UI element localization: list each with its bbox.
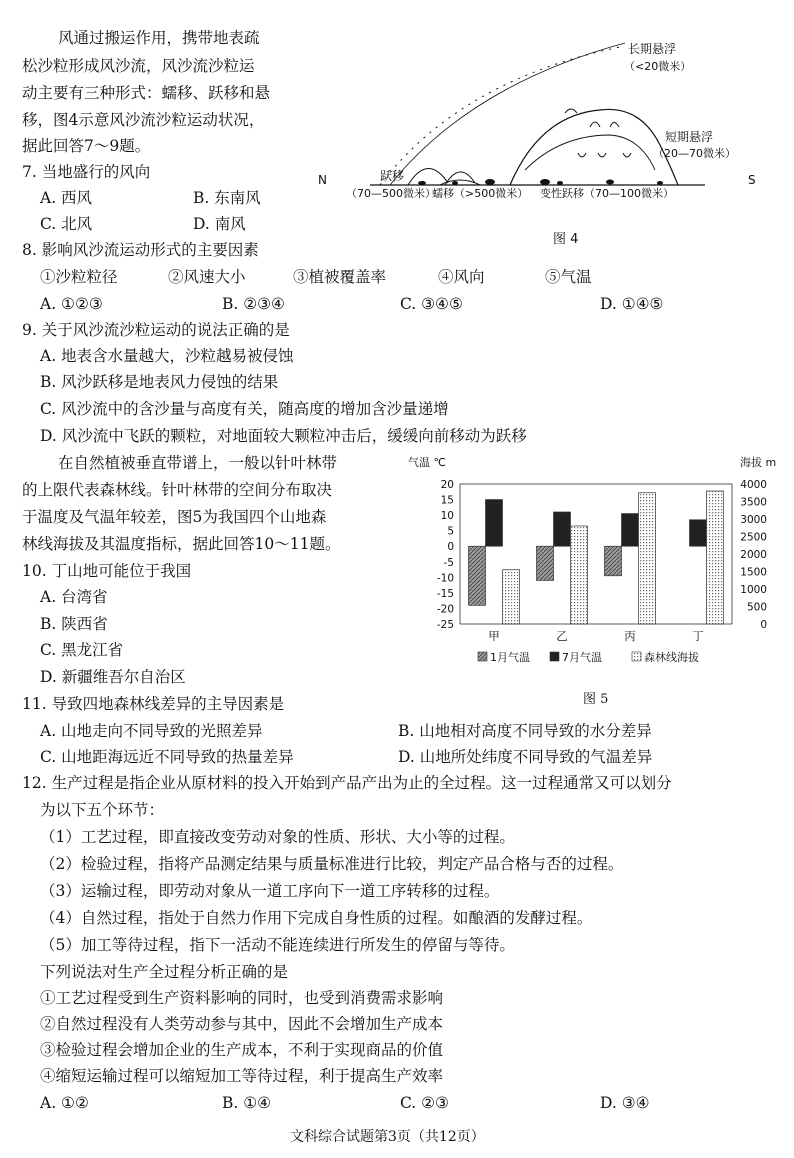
short-suspension-size: （20—70微米） — [653, 147, 736, 160]
q7-stem: 7. 当地盛行的风向 — [22, 163, 151, 181]
q10-option-d: D. 新疆维吾尔自治区 — [40, 668, 186, 686]
q10-option-a: A. 台湾省 — [40, 588, 108, 606]
intro1-line-3: 动主要有三种形式：蠕移、跃移和悬 — [22, 84, 271, 102]
bar-1-2 — [537, 546, 554, 580]
q9-option-b: B. 风沙跃移是地表风力侵蚀的结果 — [40, 373, 279, 391]
bar-3-2 — [571, 526, 588, 624]
q10-option-b: B. 陕西省 — [40, 615, 108, 633]
right-tick-label: 2500 — [740, 531, 767, 544]
q11-option-d: D. 山地所处纬度不同导致的气温差异 — [398, 748, 653, 766]
category-label: 丙 — [624, 629, 636, 643]
modified-saltation-label: 变性跃移（70—100微米） — [540, 187, 674, 200]
q12-statement-2: ②自然过程没有人类劳动参与其中，因此不会增加生产成本 — [40, 1015, 444, 1033]
right-tick-label: 3000 — [740, 514, 767, 526]
intro2-line-1: 在自然植被垂直带谱上，一般以针叶林带 — [58, 454, 338, 472]
right-tick-label: 1500 — [740, 566, 767, 579]
q8-item-1: ①沙粒粒径 — [40, 268, 118, 286]
figure-4-caption: 图 4 — [553, 232, 579, 247]
q7-option-a: A. 西风 — [40, 189, 93, 207]
figure-5-chart — [400, 452, 785, 702]
bar-1-3 — [605, 546, 622, 576]
left-tick-label: 15 — [440, 494, 454, 507]
bar-1-1 — [469, 546, 486, 605]
q8-option-c: C. ③④⑤ — [400, 295, 463, 313]
q8-stem: 8. 影响风沙流运动形式的主要因素 — [22, 241, 259, 259]
q12-statement-3: ③检验过程会增加企业的生产成本，不利于实现商品的价值 — [40, 1041, 444, 1059]
saltation-size: （70—500微米） — [346, 187, 436, 200]
q12-step-1: （1）工艺过程，即直接改变劳动对象的性质、形状、大小等的过程。 — [40, 828, 515, 846]
q12-statement-1: ①工艺过程受到生产资料影响的同时，也受到消费需求影响 — [40, 989, 444, 1007]
left-tick-label: 10 — [440, 510, 454, 523]
page-footer: 文科综合试题第3页（共12页） — [290, 1129, 485, 1145]
saltation-arcs — [408, 168, 475, 185]
q9-option-a: A. 地表含水量越大，沙粒越易被侵蚀 — [40, 347, 294, 365]
left-tick-label: -20 — [436, 603, 454, 616]
q9-option-d: D. 风沙流中飞跃的颗粒，对地面较大颗粒冲击后，缓缓向前移动为跃移 — [40, 427, 527, 445]
left-tick-label: 0 — [447, 541, 454, 554]
bar-2-1 — [486, 500, 503, 547]
intro1-line-2: 松沙粒形成风沙流，风沙流沙粒运 — [22, 57, 255, 75]
q12-statement-4: ④缩短运输过程可以缩短加工等待过程，利于提高生产效率 — [40, 1067, 444, 1085]
intro1-line-1: 风通过搬运作用，携带地表疏 — [58, 29, 260, 47]
q7-option-c: C. 北风 — [40, 215, 93, 233]
q12-option-b: B. ①④ — [222, 1094, 272, 1112]
left-tick-label: 5 — [447, 525, 454, 538]
q8-item-3: ③植被覆盖率 — [293, 268, 387, 286]
left-tick-label: -5 — [443, 556, 454, 569]
q9-stem: 9. 关于风沙流沙粒运动的说法正确的是 — [22, 321, 290, 339]
bar-2-2 — [554, 512, 571, 546]
q12-option-d: D. ③④ — [600, 1094, 650, 1112]
bar-3-3 — [639, 493, 656, 624]
right-tick-label: 500 — [746, 601, 767, 614]
left-tick-label: -25 — [436, 619, 454, 631]
intro1-line-4: 移，图4示意风沙流沙粒运动状况， — [22, 111, 265, 129]
q12-step-3: （3）运输过程，即劳动对象从一道工序向下一道工序转移的过程。 — [40, 882, 500, 900]
legend-label-2: 7月气温 — [562, 651, 602, 664]
q10-stem: 10. 丁山地可能位于我国 — [22, 562, 192, 580]
left-axis-label: 气温 ℃ — [408, 456, 446, 469]
q9-option-c: C. 风沙流中的含沙量与高度有关，随高度的增加含沙量递增 — [40, 400, 449, 418]
q7-option-d: D. 南风 — [193, 215, 246, 233]
creep-label: 蠕移（>500微米） — [432, 187, 529, 200]
q11-option-b: B. 山地相对高度不同导致的水分差异 — [398, 722, 652, 740]
long-suspension-arc — [380, 47, 620, 185]
q12-step-5: （5）加工等待过程，指下一活动不能连续进行所发生的停留与等待。 — [40, 936, 515, 954]
q12-stem-line-2: 为以下五个环节： — [40, 801, 165, 819]
legend-swatch-3 — [632, 652, 641, 661]
long-suspension-size: （<20微米） — [624, 60, 692, 73]
legend — [478, 650, 699, 664]
q10-option-c: C. 黑龙江省 — [40, 641, 124, 659]
q11-stem: 11. 导致四地森林线差异的主导因素是 — [22, 695, 285, 713]
legend-label-3: 森林线海拔 — [644, 651, 699, 664]
left-tick-label: 20 — [440, 479, 454, 491]
q12-option-a: A. ①② — [40, 1094, 89, 1112]
bar-2-3 — [622, 514, 639, 547]
figure-5-caption: 图 5 — [583, 692, 609, 707]
right-axis-label: 海拔 m — [740, 456, 777, 469]
q12-step-2: （2）检验过程，指将产品测定结果与质量标准进行比较，判定产品合格与否的过程。 — [40, 855, 624, 873]
q12-ask: 下列说法对生产全过程分析正确的是 — [40, 963, 289, 981]
q12-stem-line-1: 12. 生产过程是指企业从原材料的投入开始到产品产出为止的全过程。这一过程通常又可以划分 — [22, 774, 672, 792]
q11-option-a: A. 山地走向不同导致的光照差异 — [40, 722, 263, 740]
figure-4-diagram — [310, 35, 770, 247]
category-label: 甲 — [488, 629, 500, 643]
q8-option-a: A. ①②③ — [40, 295, 103, 313]
legend-swatch-2 — [550, 652, 559, 661]
saltation-label: 跃移 — [380, 169, 405, 183]
left-tick-label: -10 — [436, 572, 454, 585]
bar-2-4 — [690, 520, 707, 546]
left-tick-label: -15 — [436, 587, 454, 600]
q11-option-c: C. 山地距海远近不同导致的热量差异 — [40, 748, 294, 766]
intro2-line-2: 的上限代表森林线。针叶林带的空间分布取决 — [22, 481, 333, 499]
right-tick-label: 0 — [760, 619, 767, 631]
north-label: N — [318, 173, 327, 187]
q12-step-4: （4）自然过程，指处于自然力作用下完成自身性质的过程。如酿酒的发酵过程。 — [40, 909, 593, 927]
category-label: 丁 — [692, 629, 704, 643]
legend-swatch-1 — [478, 652, 487, 661]
intro2-line-4: 林线海拔及其温度指标，据此回答10～11题。 — [22, 535, 341, 553]
q8-item-4: ④风向 — [438, 268, 485, 286]
south-label: S — [748, 173, 756, 187]
right-tick-label: 3500 — [740, 496, 767, 509]
legend-label-1: 1月气温 — [490, 651, 530, 664]
bar-3-4 — [707, 491, 724, 624]
q7-option-b: B. 东南风 — [193, 189, 261, 207]
intro1-line-5: 据此回答7～9题。 — [22, 137, 151, 155]
q8-option-b: B. ②③④ — [222, 295, 285, 313]
long-suspension-label: 长期悬浮 — [628, 42, 677, 56]
q8-option-d: D. ①④⑤ — [600, 295, 664, 313]
bar-3-1 — [503, 570, 520, 624]
q8-item-2: ②风速大小 — [168, 268, 246, 286]
category-label: 乙 — [556, 629, 568, 643]
q8-item-5: ⑤气温 — [545, 268, 592, 286]
right-tick-label: 4000 — [740, 479, 767, 491]
q12-option-c: C. ②③ — [400, 1094, 449, 1112]
intro2-line-3: 于温度及气温年较差，图5为我国四个山地森 — [22, 508, 327, 526]
short-suspension-label: 短期悬浮 — [665, 130, 714, 144]
right-tick-label: 2000 — [740, 549, 767, 561]
right-tick-label: 1000 — [740, 584, 767, 596]
